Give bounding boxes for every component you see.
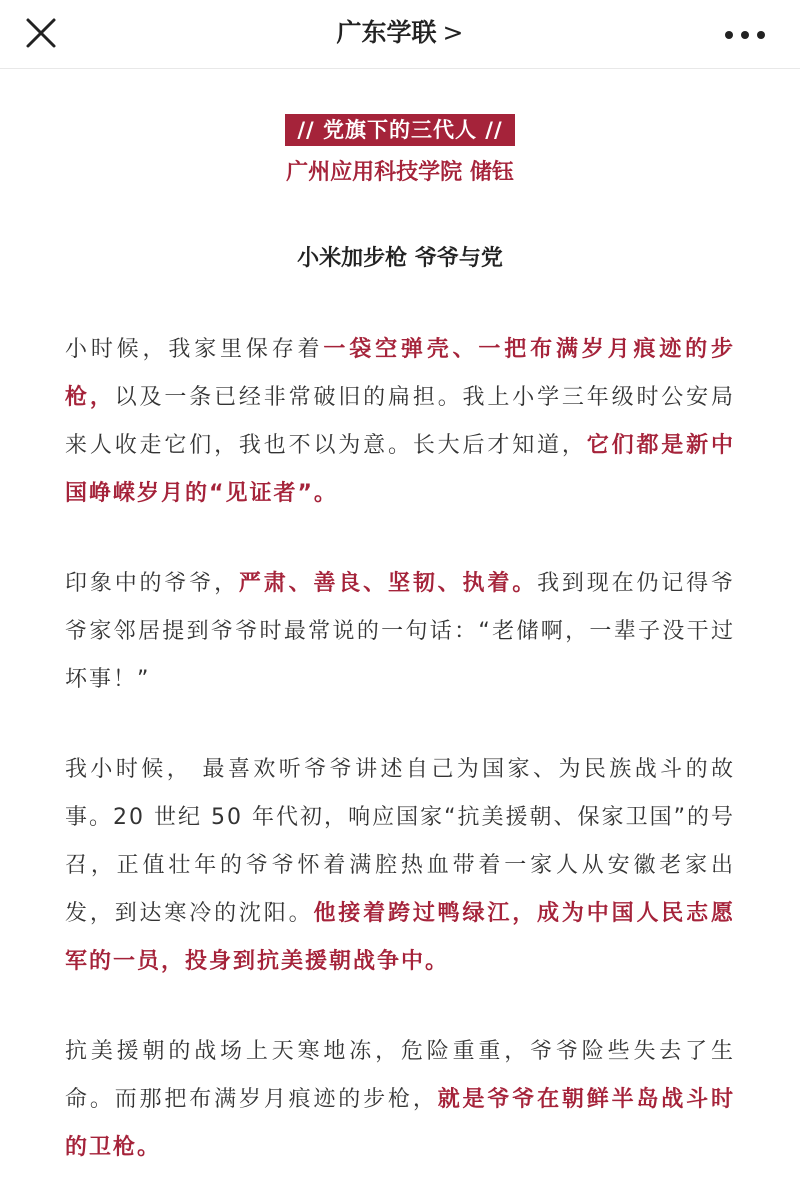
section-title-text: // 党旗下的三代人 // xyxy=(285,114,514,146)
article-paragraph xyxy=(65,560,735,704)
paragraph-highlight: 严肃、善良、坚韧、执着。 xyxy=(238,571,538,596)
paragraph-text: 印象中的爷爷， xyxy=(65,571,239,596)
more-icon[interactable] xyxy=(724,30,766,40)
section-title xyxy=(0,114,800,146)
paragraph-highlight: 他接着跨过鸭绿江，成为中国人民志愿军的一员，投身到抗美援朝战争中。 xyxy=(65,901,735,974)
top-nav-bar xyxy=(0,0,800,69)
paragraph-text: 我小时候， 最喜欢听爷爷讲述自己为国家、为民族战斗的故事。20 世纪 50 年代初，响应国家“抗美援朝、保家卫国”的号召，正值壮年的爷爷怀着满腔热血带着一家人从安徽老家出发，到达寒冷的沈阳。 xyxy=(65,757,735,926)
account-title[interactable] xyxy=(0,16,800,50)
paragraph-text: 抗美援朝的战场上天寒地冻，危险重重，爷爷险些失去了生命。而那把布满岁月痕迹的步枪， xyxy=(65,1039,735,1112)
paragraph-highlight: 它们都是新中国峥嵘岁月的“见证者”。 xyxy=(65,433,735,506)
account-name: 广东学联 xyxy=(336,18,437,47)
paragraph-text: 以及一条已经非常破旧的扁担。我上小学三年级时公安局来人收走它们，我也不以为意。长大后才知道， xyxy=(65,385,735,458)
chevron-right-icon: > xyxy=(442,18,464,47)
paragraph-text: 小时候，我家里保存着 xyxy=(65,337,324,362)
article-paragraph xyxy=(65,1028,735,1172)
paragraph-text: 我到现在仍记得爷爷家邻居提到爷爷时最常说的一句话：“老储啊，一辈子没干过坏事！” xyxy=(65,571,735,692)
article-content xyxy=(0,68,800,1200)
article-paragraph xyxy=(65,326,735,518)
article-author: 广州应用科技学院 储钰 xyxy=(286,160,514,185)
article-subtitle: 小米加步枪 爷爷与党 xyxy=(297,246,503,271)
paragraph-highlight: 就是爷爷在朝鲜半岛战斗时的卫枪。 xyxy=(65,1087,735,1160)
paragraph-highlight: 一袋空弹壳、一把布满岁月痕迹的步枪， xyxy=(65,337,735,410)
article-paragraph xyxy=(65,746,735,986)
